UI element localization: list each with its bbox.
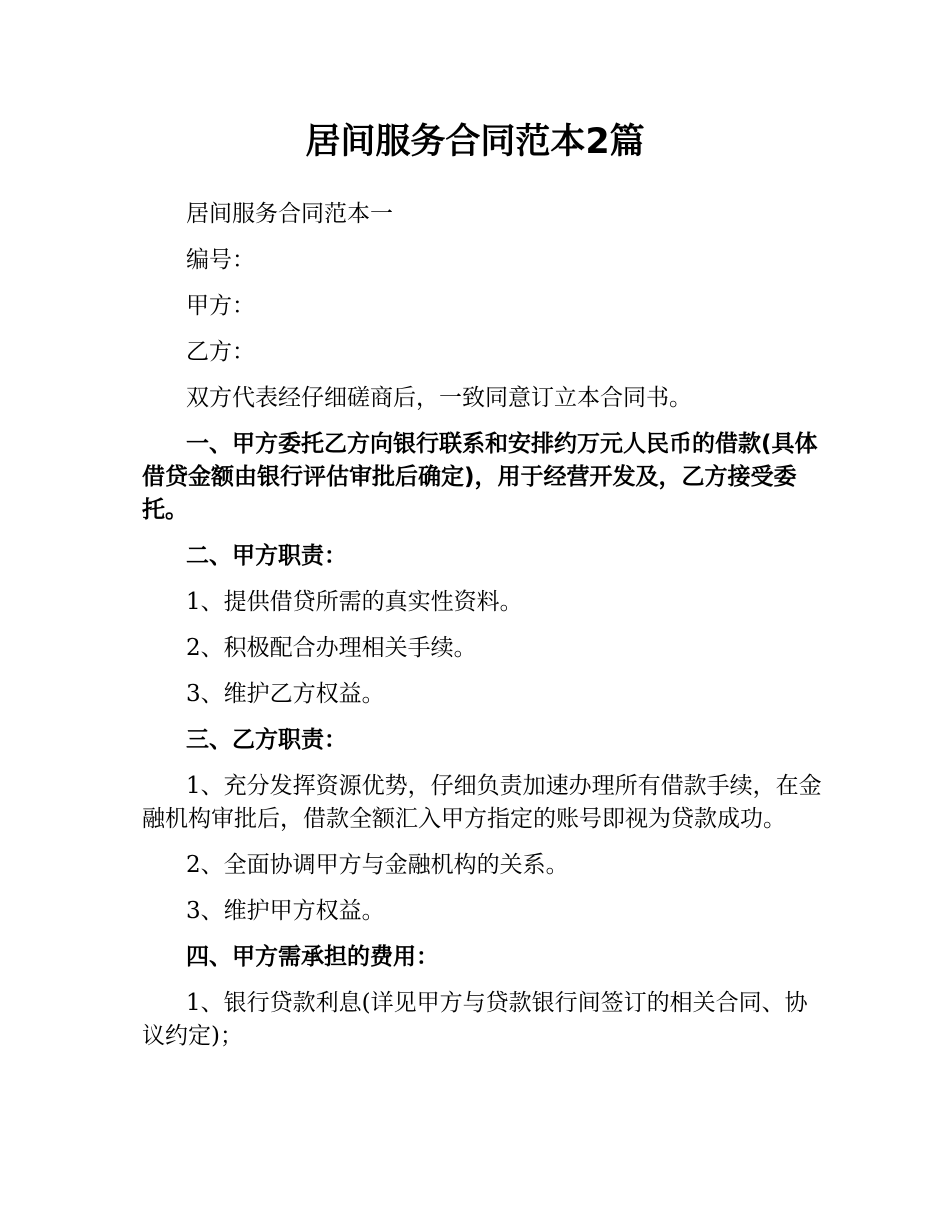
clause-2-heading: 二、甲方职责： [186, 543, 347, 569]
document-body [142, 198, 822, 1066]
clause-4-item-1: 1、银行贷款利息(详见甲方与贷款银行间签订的相关合同、协议约定)； [142, 990, 808, 1049]
clause-3-item-2: 2、全面协调甲方与金融机构的关系。 [186, 852, 569, 878]
clause-3-heading: 三、乙方职责： [186, 727, 347, 753]
clause-2-item-1: 1、提供借贷所需的真实性资料。 [186, 589, 523, 615]
clause-4-heading: 四、甲方需承担的费用： [186, 944, 439, 970]
paragraph-number-label: 编号： [186, 247, 255, 273]
paragraph-agreement-intro: 双方代表经仔细磋商后，一致同意订立本合同书。 [186, 385, 692, 411]
clause-3-item-1: 1、充分发挥资源优势，仔细负责加速办理所有借款手续，在金融机构审批后，借款全额汇入甲方指定的账号即视为贷款成功。 [142, 773, 822, 832]
clause-2-item-3: 3、维护乙方权益。 [186, 681, 385, 707]
clause-3-item-3: 3、维护甲方权益。 [186, 898, 385, 924]
paragraph-party-b-label: 乙方： [186, 339, 255, 365]
clause-2-item-2: 2、积极配合办理相关手续。 [186, 635, 477, 661]
clause-1-commission: 一、甲方委托乙方向银行联系和安排约万元人民币的借款(具体借贷金额由银行评估审批后确定)，用于经营开发及，乙方接受委托。 [142, 431, 818, 523]
document-title: 居间服务合同范本2篇 [305, 122, 645, 162]
paragraph-contract-one-heading: 居间服务合同范本一 [186, 201, 393, 227]
paragraph-party-a-label: 甲方： [186, 293, 255, 319]
